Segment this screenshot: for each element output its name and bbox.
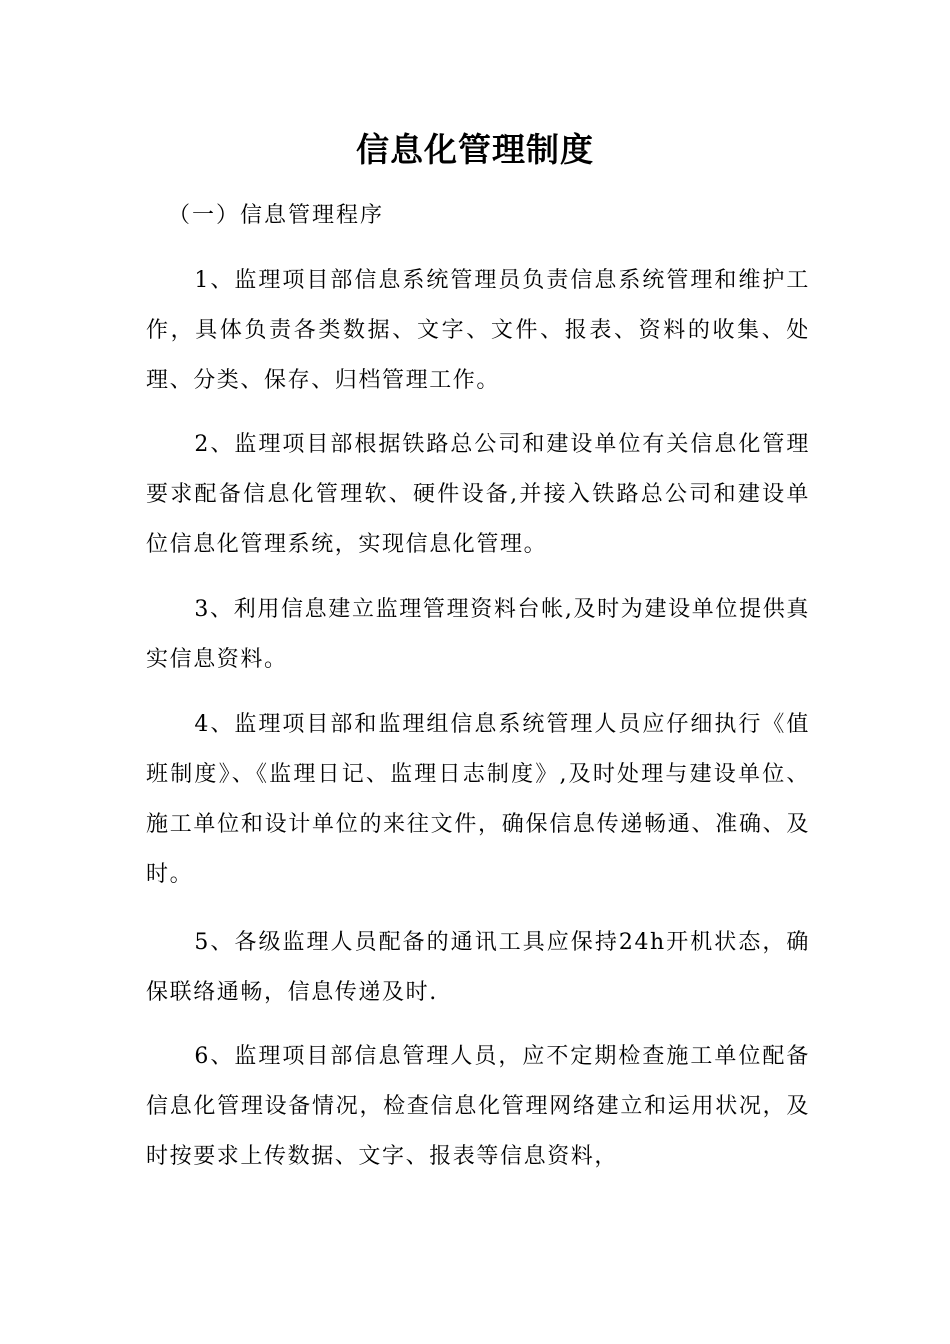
paragraph-2: 2、监理项目部根据铁路总公司和建设单位有关信息化管理要求配备信息化管理软、硬件设备,并接入铁路总公司和建设单位信息化管理系统，实现信息化管理。 xyxy=(146,432,810,557)
paragraph-1: 1、监理项目部信息系统管理员负责信息系统管理和维护工作，具体负责各类数据、文字、文件、报表、资料的收集、处理、分类、保存、归档管理工作。 xyxy=(146,268,810,393)
paragraph-3: 3、利用信息建立监理管理资料台帐,及时为建设单位提供真实信息资料。 xyxy=(146,597,810,672)
paragraph-6: 6、监理项目部信息管理人员，应不定期检查施工单位配备信息化管理设备情况，检查信息化管理网络建立和运用状况，及时按要求上传数据、文字、报表等信息资料， xyxy=(146,1044,810,1169)
document-title: 信息化管理制度 xyxy=(356,130,594,169)
section-heading: （一）信息管理程序 xyxy=(168,203,385,228)
paragraph-5: 5、各级监理人员配备的通讯工具应保持24h开机状态，确保联络通畅，信息传递及时. xyxy=(146,930,810,1005)
paragraph-4: 4、监理项目部和监理组信息系统管理人员应仔细执行《值班制度》、《监理日记、监理日志制度》,及时处理与建设单位、施工单位和设计单位的来往文件，确保信息传递畅通、准确、及时。 xyxy=(146,712,810,887)
